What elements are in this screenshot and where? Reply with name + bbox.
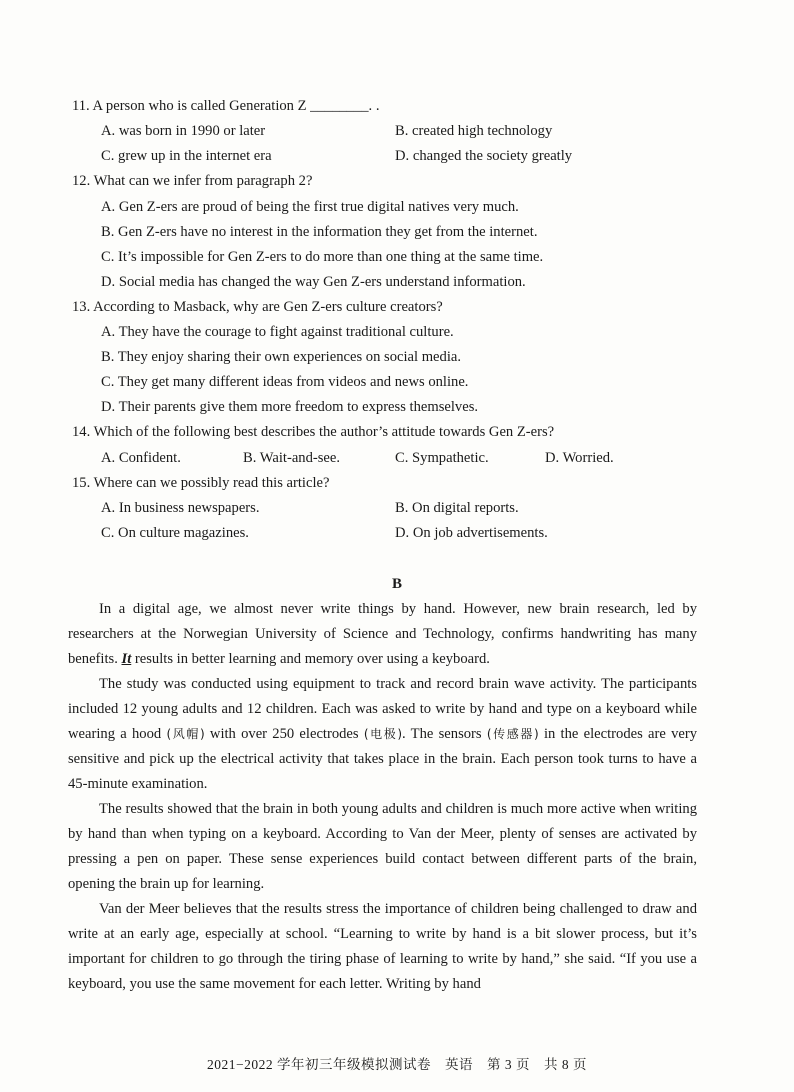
question-15-option-b: B. On digital reports. <box>395 500 519 516</box>
question-13-option-b: B. They enjoy sharing their own experiences on social media. <box>101 349 462 365</box>
question-13-option-d: D. Their parents give them more freedom to express themselves. <box>101 399 479 415</box>
question-15-option-a: A. In business newspapers. <box>101 500 260 516</box>
question-13-option-a: A. They have the courage to fight against traditional culture. <box>101 324 454 340</box>
passage-paragraph-3: The results showed that the brain in both young adults and children is much more active when writing by hand than when typing on a keyboard. According to Van der Meer, plenty of senses are activated by pressing a pen on paper. These sense experiences build contact between different parts of the brain, opening the brain up for learning. <box>68 801 697 892</box>
question-12-option-a: A. Gen Z-ers are proud of being the first true digital natives very much. <box>101 199 519 215</box>
question-11-option-b: B. created high technology <box>395 123 553 139</box>
question-11-stem: 11. A person who is called Generation Z ________. . <box>72 98 380 114</box>
question-14-option-b: B. Wait-and-see. <box>243 450 341 466</box>
page-footer: 2021−2022 学年初三年级模拟测试卷 英语 第 3 页 共 8 页 <box>207 1057 587 1072</box>
question-12-option-d: D. Social media has changed the way Gen Z-ers understand information. <box>101 274 526 290</box>
question-15-stem: 15. Where can we possibly read this article? <box>72 475 330 491</box>
question-12-stem: 12. What can we infer from paragraph 2? <box>72 173 313 189</box>
passage-paragraph-2: The study was conducted using equipment to track and record brain wave activity. The participants included 12 young adults and 12 children. Each was asked to write by hand and type on a keyboard while wearing a hood (风帽) with over 250 electrodes (电极). The sensors (传感器) in the electrodes are very sensitive and pick up the electrical activity that takes place in the brain. Each person took turns to have a 45-minute examination. <box>68 676 698 792</box>
question-14-option-a: A. Confident. <box>101 450 181 466</box>
question-12-option-b: B. Gen Z-ers have no interest in the information they get from the internet. <box>101 224 538 240</box>
underlined-pronoun-it: It <box>121 651 132 667</box>
section-b-passage <box>68 597 697 997</box>
question-11-option-a: A. was born in 1990 or later <box>101 123 266 139</box>
passage-paragraph-4: Van der Meer believes that the results stress the importance of children being challenged to draw and write at an early age, especially at school. “Learning to write by hand is a bit slower process, but it’s important for children to go through the tiring phase of learning to write by hand,” she said. “If you use a keyboard, you use the same movement for each letter. Writing by hand <box>68 901 697 992</box>
section-b-heading: B <box>391 576 402 592</box>
question-12-option-c: C. It’s impossible for Gen Z-ers to do more than one thing at the same time. <box>101 249 544 265</box>
passage-paragraph-1: In a digital age, we almost never write things by hand. However, new brain research, led by researchers at the Norwegian University of Science and Technology, confirms handwriting has many benefits. It results in better learning and memory over using a keyboard. <box>68 601 697 667</box>
question-14-stem: 14. Which of the following best describes the author’s attitude towards Gen Z-ers? <box>72 424 555 440</box>
question-15-option-d: D. On job advertisements. <box>395 525 548 541</box>
question-11-option-d: D. changed the society greatly <box>395 148 573 164</box>
question-15-option-c: C. On culture magazines. <box>101 525 249 541</box>
question-11-option-c: C. grew up in the internet era <box>101 148 272 164</box>
question-13-stem: 13. According to Masback, why are Gen Z-ers culture creators? <box>72 299 443 315</box>
question-14-option-c: C. Sympathetic. <box>395 450 489 466</box>
question-13-option-c: C. They get many different ideas from videos and news online. <box>101 374 469 390</box>
question-14-option-d: D. Worried. <box>545 450 614 466</box>
